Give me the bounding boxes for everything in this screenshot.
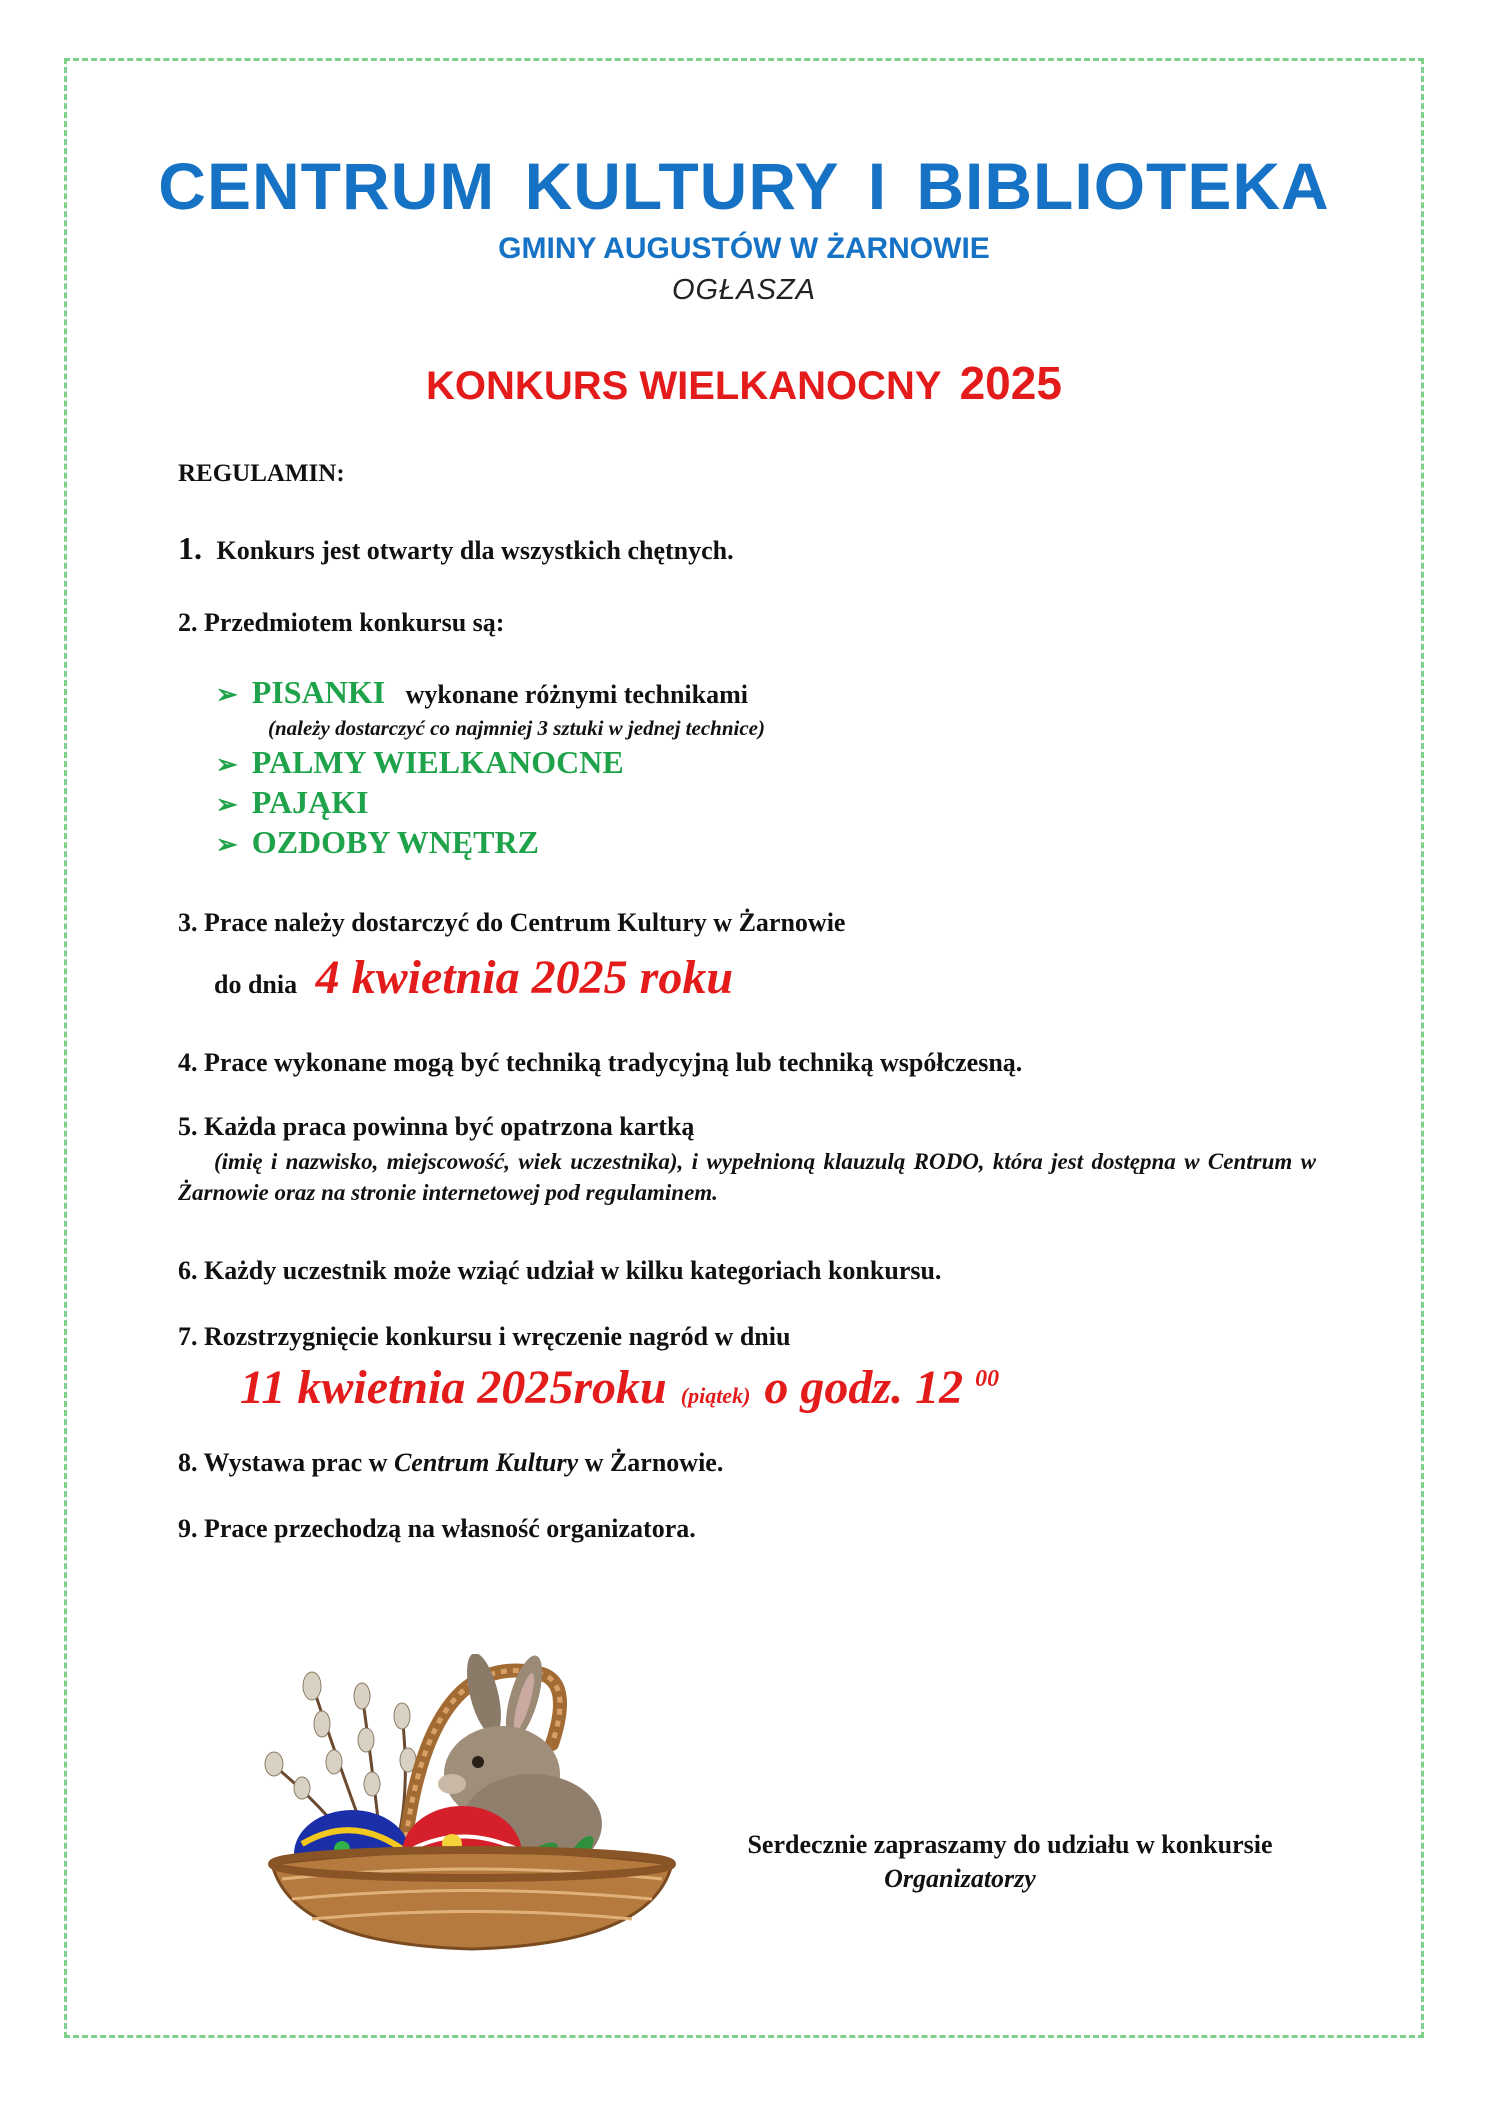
award-hour: o godz. 12: [764, 1361, 964, 1414]
pisanki-note: (należy dostarczyć co najmniej 3 sztuki w jednej technice): [268, 716, 765, 740]
rule-6: 6. Każdy uczestnik może wziąć udział w kilku kategoriach konkursu.: [178, 1256, 942, 1285]
category-item: [216, 824, 539, 861]
category-name: PAJĄKI: [251, 784, 369, 820]
rule-5-note: (imię i nazwisko, miejscowość, wiek uczestnika), i wypełnioną klauzulą RODO, która jest dostępna w Centrum w Żarnowie oraz na stronie internetowej pod regulaminem.: [178, 1149, 1316, 1205]
contest-year: 2025: [959, 357, 1062, 409]
category-name: PISANKI: [251, 674, 386, 710]
arrow-bullet-icon: ➢: [216, 680, 238, 709]
rule-8: [178, 1448, 723, 1478]
closing-signature: Organizatorzy: [884, 1864, 1036, 1893]
deadline-date: 4 kwietnia 2025 roku: [315, 951, 734, 1004]
award-date: 11 kwietnia 2025roku: [240, 1361, 667, 1414]
rule-8-a: 8. Wystawa prac w: [178, 1448, 388, 1477]
regulamin-label: REGULAMIN:: [178, 460, 345, 487]
arrow-bullet-icon: ➢: [216, 790, 238, 819]
category-desc: wykonane różnymi technikami: [405, 680, 748, 709]
award-day: (piątek): [680, 1383, 751, 1408]
category-name: PALMY WIELKANOCNE: [251, 744, 624, 780]
easter-basket-with-bunny-icon: [252, 1654, 692, 1954]
rule-1: [178, 530, 734, 567]
rule-3: 3. Prace należy dostarczyć do Centrum Kultury w Żarnowie: [178, 908, 846, 937]
closing-invite: Serdecznie zapraszamy do udziału w konkursie: [747, 1830, 1273, 1859]
category-item: [216, 744, 624, 781]
rule-4: 4. Prace wykonane mogą być techniką tradycyjną lub techniką współczesną.: [178, 1048, 1023, 1077]
announces-label: OGŁASZA: [672, 274, 816, 306]
rule-9: 9. Prace przechodzą na własność organizatora.: [178, 1514, 696, 1543]
rule-3-prefix: do dnia: [214, 970, 298, 999]
rule-2: 2. Przedmiotem konkursu są:: [178, 608, 505, 637]
rule-1-text: Konkurs jest otwarty dla wszystkich chętnych.: [216, 536, 734, 565]
rule-5: 5. Każda praca powinna być opatrzona kartką: [178, 1112, 695, 1141]
rule-7-date-line: [240, 1360, 999, 1415]
contest-name: KONKURS WIELKANOCNY: [426, 364, 942, 408]
closing-block: [690, 1830, 1330, 1894]
page-subtitle: GMINY AUGUSTÓW W ŻARNOWIE: [498, 232, 990, 265]
contest-title: [0, 356, 1488, 410]
rule-1-number: 1.: [178, 530, 202, 566]
rule-7: 7. Rozstrzygnięcie konkursu i wręczenie nagród w dniu: [178, 1322, 791, 1351]
category-name: OZDOBY WNĘTRZ: [251, 824, 539, 860]
arrow-bullet-icon: ➢: [216, 750, 238, 779]
rule-3-deadline: [214, 950, 733, 1005]
rule-8-c: w Żarnowie.: [584, 1448, 724, 1477]
arrow-bullet-icon: ➢: [216, 830, 238, 859]
rule-8-b: Centrum Kultury: [393, 1448, 579, 1477]
category-item: [216, 784, 369, 821]
award-time: [764, 1361, 999, 1414]
category-item: [216, 674, 748, 711]
award-minutes: 00: [975, 1366, 1000, 1392]
page-title: CENTRUM KULTURY I BIBLIOTEKA: [158, 149, 1330, 223]
